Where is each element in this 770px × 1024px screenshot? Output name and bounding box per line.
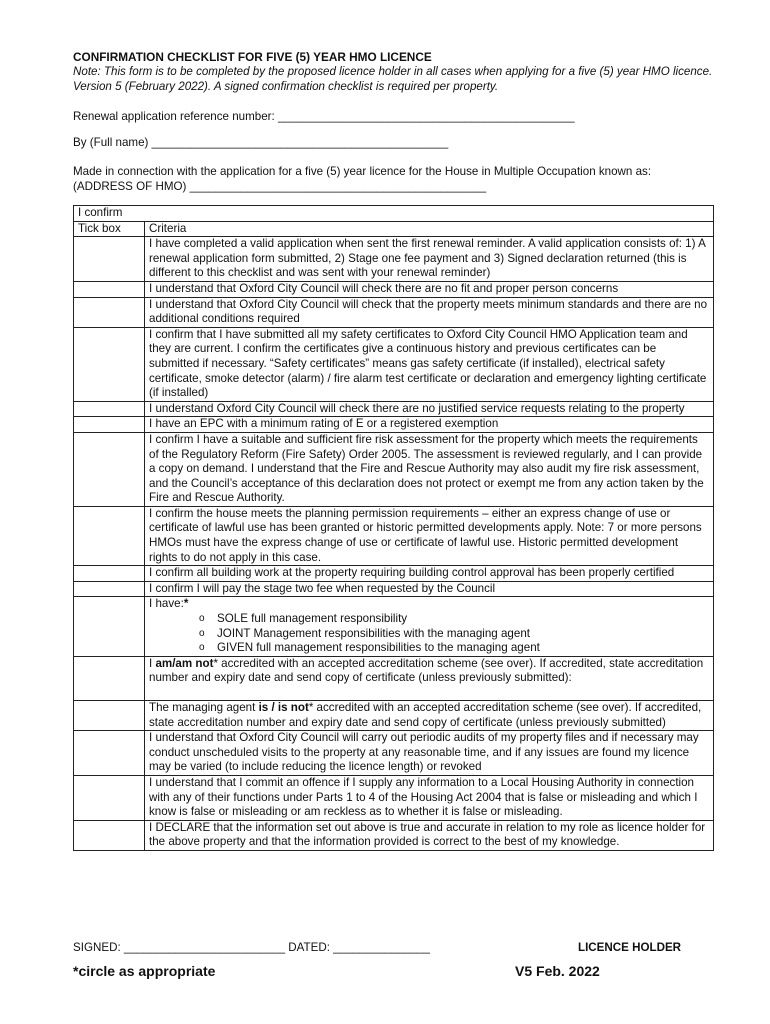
tick-box[interactable]	[74, 506, 145, 565]
tick-box[interactable]	[74, 401, 145, 417]
circle-note: *circle as appropriate	[73, 963, 216, 979]
table-row	[74, 775, 714, 820]
footer	[73, 964, 713, 979]
criteria-management	[145, 597, 714, 656]
table-row	[74, 297, 714, 327]
criteria-text: I understand that I commit an offence if I supply any information to a Local Housing Authority in connection with any of their functions under Parts 1 to 4 of the Housing Act 2004 that is false or misleading and which I know is false or misleading or am reckless as to whether it is false or misleading.	[145, 775, 714, 820]
management-options	[149, 612, 709, 656]
checklist-page	[73, 50, 713, 979]
accred-text: * accredited with an accepted accreditation scheme (see over). If accredited, state accreditation number and expiry date and send copy of certificate (unless previously submitted):	[149, 656, 704, 685]
form-title: CONFIRMATION CHECKLIST FOR FIVE (5) YEAR HMO LICENCE	[73, 50, 432, 64]
table-row	[74, 401, 714, 417]
have-label: I have:	[149, 597, 184, 611]
criteria-text: I understand Oxford City Council will check there are no justified service requests relating to the property	[145, 401, 714, 417]
tick-box[interactable]	[74, 417, 145, 433]
criteria-text: I understand that Oxford City Council will check there are no fit and proper person concerns	[145, 281, 714, 297]
tick-box[interactable]	[74, 566, 145, 582]
agent-choice[interactable]: is / is not	[258, 701, 309, 714]
table-row	[74, 281, 714, 297]
table-row	[74, 581, 714, 597]
table-row	[74, 566, 714, 582]
table-row	[74, 327, 714, 401]
option-given[interactable]: o GIVEN full management responsibilities to the managing agent	[199, 641, 709, 656]
table-row	[74, 237, 714, 282]
criteria-text: I confirm I will pay the stage two fee when requested by the Council	[145, 581, 714, 597]
criteria-text: I have an EPC with a minimum rating of E or a registered exemption	[145, 417, 714, 433]
tick-box[interactable]	[74, 432, 145, 506]
checklist-table	[73, 205, 714, 851]
tick-box[interactable]	[74, 775, 145, 820]
criteria-text: I confirm all building work at the property requiring building control approval has been properly certified	[145, 566, 714, 582]
table-row-management	[74, 597, 714, 656]
agent-prefix: The managing agent	[149, 701, 259, 714]
criteria-text: I understand that Oxford City Council will check that the property meets minimum standards and there are no additional conditions required	[145, 297, 714, 327]
accreditation-entry-space[interactable]	[149, 686, 709, 700]
table-row	[74, 820, 714, 850]
criteria-text: I understand that Oxford City Council will carry out periodic audits of my property files and if necessary may conduct unscheduled visits to the property at any reasonable time, and if any issues are found my licence may be varied (to include reducing the licence length) or revoked	[145, 731, 714, 776]
table-row	[74, 506, 714, 565]
signed-dated-field[interactable]: SIGNED: _________________________ DATED: _______________	[73, 941, 430, 954]
form-note: Note: This form is to be completed by the proposed licence holder in all cases when applying for a five (5) year HMO licence. Version 5 (February 2022). A signed confirmation checklist is required per property.	[73, 65, 713, 93]
tick-box[interactable]	[74, 581, 145, 597]
header-tick-box: Tick box	[74, 221, 145, 237]
full-name-field[interactable]: By (Full name) ______________________________________________	[73, 136, 449, 149]
signature-line	[73, 941, 713, 956]
renewal-reference-field[interactable]: Renewal application reference number: ______________________________________________	[73, 110, 575, 123]
hmo-address-field[interactable]: Made in connection with the application for a five (5) year licence for the House in Multiple Occupation known as: (ADDRESS OF HMO) ______________________________________________	[73, 165, 652, 193]
header-i-confirm: I confirm	[74, 206, 714, 222]
criteria-text: I confirm I have a suitable and sufficient fire risk assessment for the property which meets the requirements of the Regulatory Reform (Fire Safety) Order 2005. The assessment is reviewed regularly, and I can provide a copy on demand. I understand that the Fire and Rescue Authority may also audit my fire risk assessment, and the Council’s acceptance of this declaration does not protect or exempt me from any action taken by the Fire and Rescue Authority.	[145, 432, 714, 506]
table-header-row-confirm	[74, 206, 714, 222]
version-label: V5 Feb. 2022	[515, 963, 600, 979]
accred-prefix: I	[149, 656, 156, 670]
tick-box[interactable]	[74, 656, 145, 700]
header-criteria: Criteria	[145, 221, 714, 237]
agent-text: * accredited with an accepted accreditation scheme (see over). If accredited, state accreditation number and expiry date and send copy of certificate (unless previously submitted)	[149, 701, 702, 729]
criteria-text: I confirm that I have submitted all my safety certificates to Oxford City Council HMO Application team and they are current. I confirm the certificates give a continuous history and previous certificates can be submitted if necessary. “Safety certificates” means gas safety certificate (if installed), electrical safety certificate, smoke detector (alarm) / fire alarm test certificate or declaration and emergency lighting certificate (if installed)	[145, 327, 714, 401]
option-sole[interactable]: o SOLE full management responsibility	[199, 612, 709, 627]
criteria-text: I confirm the house meets the planning permission requirements – either an express change of use or certificate of lawful use has been granted or historic permitted developments apply. Note: 7 or more persons HMOs must have the express change of use or certificate of lawful use. Historic permitted development rights to do not apply in this case.	[145, 506, 714, 565]
tick-box[interactable]	[74, 237, 145, 282]
table-row	[74, 432, 714, 506]
table-row	[74, 417, 714, 433]
table-row	[74, 731, 714, 776]
option-joint[interactable]: o JOINT Management responsibilities with the managing agent	[199, 627, 709, 642]
tick-box[interactable]	[74, 297, 145, 327]
licence-holder-label: LICENCE HOLDER	[578, 941, 682, 954]
table-row-accreditation	[74, 656, 714, 700]
tick-box[interactable]	[74, 731, 145, 776]
table-row-agent	[74, 701, 714, 731]
tick-box[interactable]	[74, 281, 145, 297]
tick-box[interactable]	[74, 820, 145, 850]
table-header-row	[74, 221, 714, 237]
tick-box[interactable]	[74, 701, 145, 731]
criteria-text: I DECLARE that the information set out above is true and accurate in relation to my role as licence holder for the above property and that the information provided is correct to the best of my knowledge.	[145, 820, 714, 850]
criteria-agent	[145, 701, 714, 731]
tick-box[interactable]	[74, 327, 145, 401]
asterisk: *	[183, 597, 189, 611]
criteria-text: I have completed a valid application when sent the first renewal reminder. A valid application consists of: 1) A renewal application form submitted, 2) Stage one fee payment and 3) Signed declaration returned (this is different to this checklist and was sent with your renewal reminder)	[145, 237, 714, 282]
criteria-accreditation	[145, 656, 714, 700]
tick-box[interactable]	[74, 597, 145, 656]
accred-choice[interactable]: am/am not	[155, 656, 214, 670]
